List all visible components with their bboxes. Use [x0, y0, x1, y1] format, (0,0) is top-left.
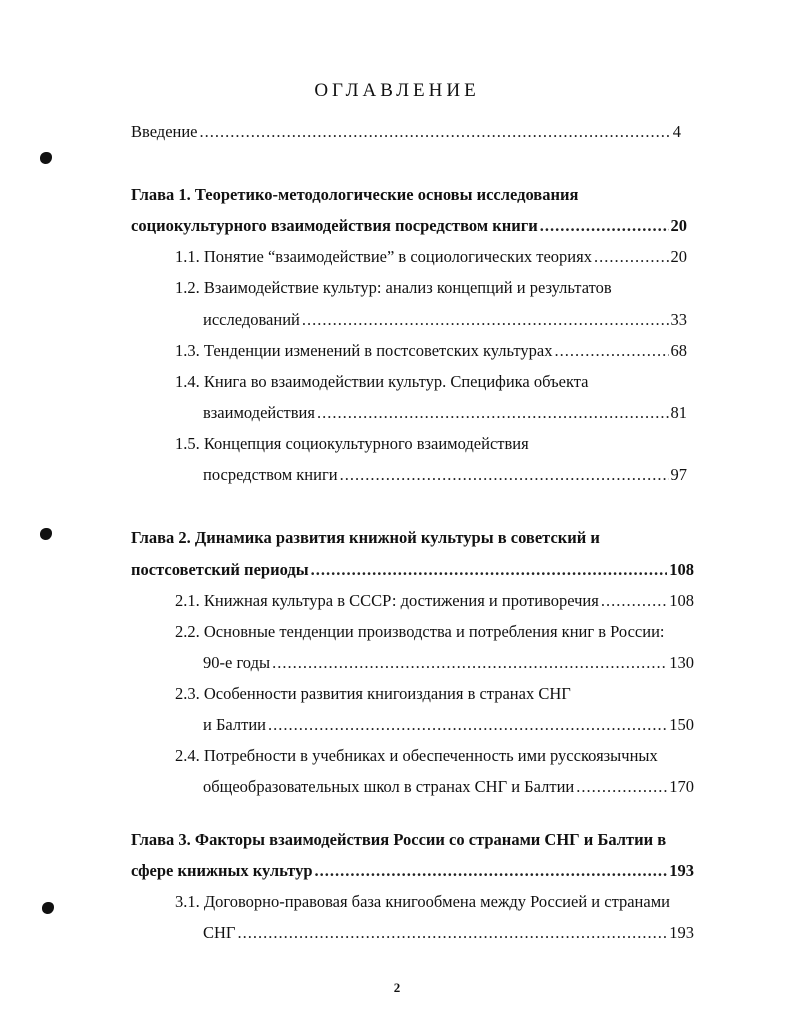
- toc-entry-page: 97: [670, 465, 687, 484]
- toc-entry-1-4-title[interactable]: 1.4. Книга во взаимодействии культур. Специфика объекта: [175, 372, 589, 391]
- scan-mark-icon: [40, 528, 52, 540]
- toc-entry-1-5-title[interactable]: 1.5. Концепция социокультурного взаимодействия: [175, 434, 529, 453]
- toc-entry-label: постсоветский периоды: [131, 560, 309, 579]
- dot-leader: [576, 774, 667, 800]
- toc-entry-label: СНГ: [203, 923, 236, 942]
- toc-entry-label: взаимодействия: [203, 403, 315, 422]
- chapter-1-title[interactable]: Глава 1. Теоретико-методологические основы исследования: [131, 185, 579, 204]
- toc-entry-3-1[interactable]: [203, 920, 694, 946]
- dot-leader: [311, 557, 668, 583]
- toc-entry-1-1[interactable]: [175, 244, 687, 270]
- toc-entry-label: 1.3. Тенденции изменений в постсоветских культурах: [175, 341, 553, 360]
- toc-entry-label: социокультурного взаимодействия посредством книги: [131, 216, 538, 235]
- toc-entry-label: посредством книги: [203, 465, 338, 484]
- toc-entry-label: и Балтии: [203, 715, 267, 734]
- toc-entry-label: 90-е годы: [203, 653, 271, 672]
- toc-entry-page: 20: [670, 216, 687, 235]
- page-title: ОГЛАВЛЕНИЕ: [314, 80, 480, 101]
- toc-entry-label: 2.1. Книжная культура в СССР: достижения и противоречия: [175, 591, 599, 610]
- toc-entry-1-4[interactable]: [203, 400, 687, 426]
- toc-entry-page: 81: [670, 403, 687, 422]
- dot-leader: [268, 712, 667, 738]
- toc-entry-2-2[interactable]: [203, 650, 694, 676]
- toc-entry-intro[interactable]: [131, 119, 681, 145]
- toc-entry-label: общеобразовательных школ в странах СНГ и Балтии: [203, 777, 575, 796]
- dot-leader: [237, 920, 667, 946]
- dot-leader: [601, 588, 667, 614]
- toc-entry-chapter-3[interactable]: [131, 858, 694, 884]
- scan-mark-icon: [40, 152, 52, 164]
- toc-entry-page: 193: [669, 861, 694, 880]
- dot-leader: [594, 244, 669, 270]
- toc-entry-page: 33: [670, 310, 687, 329]
- toc-entry-1-2[interactable]: [203, 307, 687, 333]
- dot-leader: [272, 650, 667, 676]
- toc-entry-label: 1.1. Понятие “взаимодействие” в социологических теориях: [175, 247, 592, 266]
- toc-entry-chapter-2[interactable]: [131, 557, 694, 583]
- toc-entry-3-1-title[interactable]: 3.1. Договорно-правовая база книгообмена между Россией и странами: [175, 892, 670, 911]
- dot-leader: [200, 119, 671, 145]
- toc-entry-2-4[interactable]: [203, 774, 694, 800]
- toc-entry-page: 130: [669, 653, 694, 672]
- page-number: 2: [393, 980, 401, 995]
- dot-leader: [315, 858, 668, 884]
- toc-entry-2-1[interactable]: [175, 588, 694, 614]
- toc-entry-page: 193: [669, 923, 694, 942]
- toc-entry-page: 150: [669, 715, 694, 734]
- toc-entry-label: Введение: [131, 122, 198, 141]
- toc-entry-1-3[interactable]: [175, 338, 687, 364]
- toc-entry-2-2-title[interactable]: 2.2. Основные тенденции производства и потребления книг в России:: [175, 622, 665, 641]
- toc-entry-page: 170: [669, 777, 694, 796]
- toc-entry-label: сфере книжных культур: [131, 861, 313, 880]
- dot-leader: [340, 462, 669, 488]
- dot-leader: [317, 400, 669, 426]
- toc-entry-label: исследований: [203, 310, 300, 329]
- scan-mark-icon: [42, 902, 54, 914]
- toc-entry-chapter-1[interactable]: [131, 213, 687, 239]
- toc-entry-page: 68: [670, 341, 687, 360]
- dot-leader: [302, 307, 669, 333]
- toc-entry-page: 4: [672, 122, 681, 141]
- toc-entry-2-4-title[interactable]: 2.4. Потребности в учебниках и обеспеченность ими русскоязычных: [175, 746, 658, 765]
- dot-leader: [540, 213, 669, 239]
- toc-entry-1-2-title[interactable]: 1.2. Взаимодействие культур: анализ концепций и результатов: [175, 278, 612, 297]
- toc-entry-1-5[interactable]: [203, 462, 687, 488]
- chapter-2-title[interactable]: Глава 2. Динамика развития книжной культуры в советский и: [131, 528, 600, 547]
- chapter-3-title[interactable]: Глава 3. Факторы взаимодействия России со странами СНГ и Балтии в: [131, 830, 667, 849]
- toc-entry-page: 108: [669, 560, 694, 579]
- toc-entry-2-3[interactable]: [203, 712, 694, 738]
- dot-leader: [555, 338, 669, 364]
- toc-entry-2-3-title[interactable]: 2.3. Особенности развития книгоиздания в странах СНГ: [175, 684, 571, 703]
- toc-entry-page: 108: [669, 591, 694, 610]
- toc-entry-page: 20: [670, 247, 687, 266]
